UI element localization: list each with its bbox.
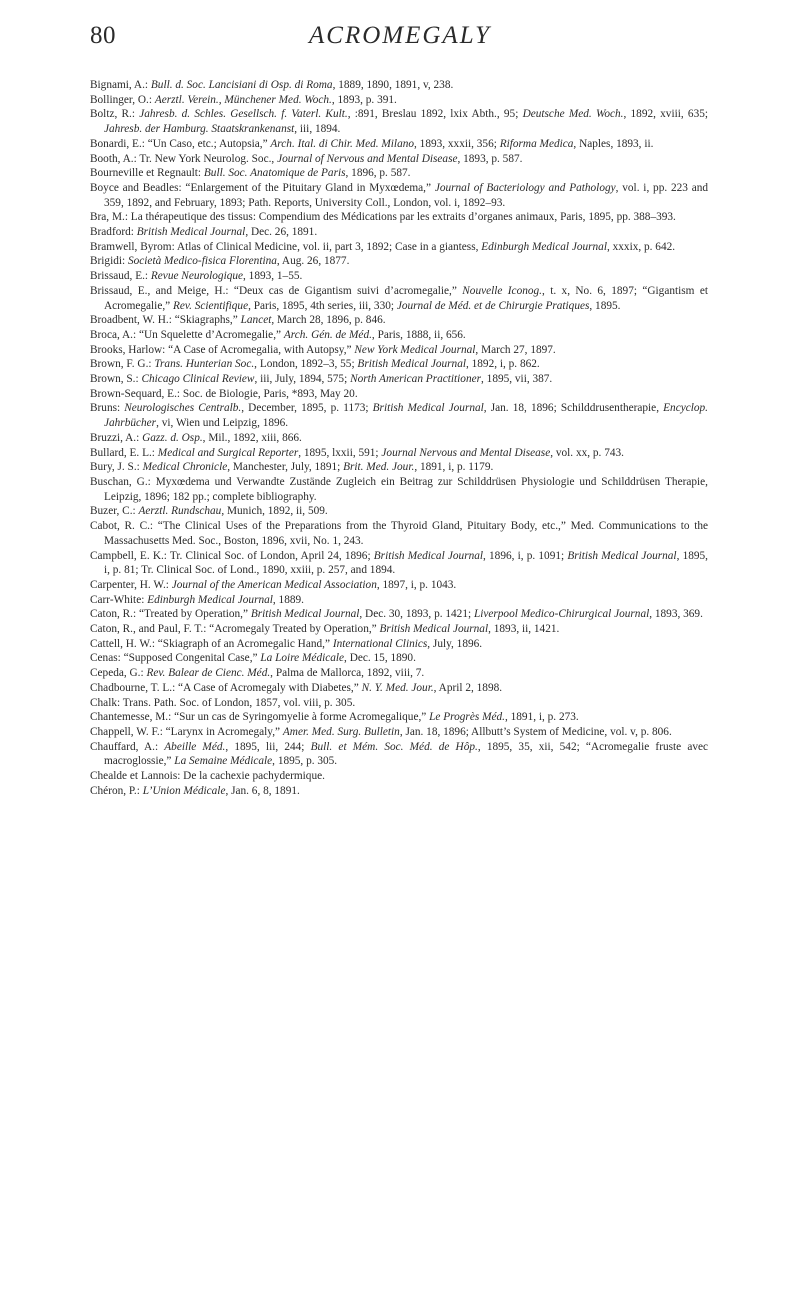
reference-entry: Booth, A.: Tr. New York Neurolog. Soc., Journal of Nervous and Mental Disease, 1893, p. 587. [90,152,523,165]
reference-entry: Brooks, Harlow: “A Case of Acromegalia, with Autopsy,” New York Medical Journal, March 27, 1897. [90,343,556,356]
reference-entry: Bra, M.: La thérapeutique des tissus: Compendium des Médications par les extraits d’organes animaux, Paris, 1895, pp. 388–393. [90,211,676,224]
reference-entry: Brigidi: Società Medico-fisica Florentina, Aug. 26, 1877. [90,255,350,268]
reference-entry: Bury, J. S.: Medical Chronicle, Manchester, July, 1891; Brit. Med. Jour., 1891, i, p. 1179. [90,461,494,474]
reference-entry: Bollinger, O.: Aerztl. Verein., Münchener Med. Woch., 1893, p. 391. [90,93,397,106]
reference-entry: Bignami, A.: Bull. d. Soc. Lancisiani di Osp. di Roma, 1889, 1890, 1891, v, 238. [90,79,454,91]
reference-entry: Brown, S.: Chicago Clinical Review, iii, July, 1894, 575; North American Practitioner, 1895, vii, 387. [90,373,553,386]
reference-entry: Cabot, R. C.: “The Clinical Uses of the Preparations from the Thyroid Gland, Pituitary Body, etc.,” Med. Communications to the Massachusetts Med. Soc., Boston, 1896, xvii, No. 1, 243. [90,520,708,547]
running-title: ACROMEGALY [309,22,491,49]
reference-entry: Broca, A.: “Un Squelette d’Acromegalie,” Arch. Gén. de Méd., Paris, 1888, ii, 656. [90,328,466,341]
reference-entry: Chappell, W. F.: “Larynx in Acromegaly,” Amer. Med. Surg. Bulletin, Jan. 18, 1896; Allbutt’s System of Medicine, vol. v, p. 806. [90,725,672,738]
reference-entry: Caton, R., and Paul, F. T.: “Acromegaly Treated by Operation,” British Medical Journal, 1893, ii, 1421. [90,623,560,636]
reference-entry: Campbell, E. K.: Tr. Clinical Soc. of London, April 24, 1896; British Medical Journal, 1896, i, p. 1091; British Medical Journal, 1895, i, p. 81; Tr. Clinical Soc. of Lond., 1890, xxiii, p. 257, and 1894. [90,549,708,577]
reference-entry: Chealde et Lannois: De la cachexie pachydermique. [90,770,325,783]
reference-entry: Brissaud, E., and Meige, H.: “Deux cas de Gigantism suivi d’acromegalie,” Nouvelle Iconog., t. x, No. 6, 1897; “Gigantism et Acromegalie,” Rev. Scientifique, Paris, 1895, 4th series, iii, 330; Journal de Méd. et de Chirurgie Pratiques, 1895. [90,284,708,312]
reference-entry: Cenas: “Supposed Congenital Case,” La Loire Médicale, Dec. 15, 1890. [90,652,416,665]
reference-entry: Bonardi, E.: “Un Caso, etc.; Autopsia,” Arch. Ital. di Chir. Med. Milano, 1893, xxxii, 356; Riforma Medica, Naples, 1893, ii. [90,137,654,150]
bibliography-list [90,78,708,798]
reference-entry: Bramwell, Byrom: Atlas of Clinical Medicine, vol. ii, part 3, 1892; Case in a giantess, Edinburgh Medical Journal, xxxix, p. 642. [90,240,676,253]
reference-entry: Brown, F. G.: Trans. Hunterian Soc., London, 1892–3, 55; British Medical Journal, 1892, i, p. 862. [90,358,540,371]
reference-entry: Chéron, P.: L’Union Médicale, Jan. 6, 8, 1891. [90,784,300,797]
reference-entry: Bullard, E. L.: Medical and Surgical Reporter, 1895, lxxii, 591; Journal Nervous and Mental Disease, vol. xx, p. 743. [90,446,624,459]
reference-entry: Boltz, R.: Jahresb. d. Schles. Gesellsch. f. Vaterl. Kult., :891, Breslau 1892, lxix Abth., 95; Deutsche Med. Woch., 1892, xviii, 635; Jahresb. der Hamburg. Staatskrankenanst, iii, 1894. [90,108,708,136]
reference-entry: Bruns: Neurologisches Centralb., December, 1895, p. 1173; British Medical Journal, Jan. 18, 1896; Schilddrusentherapie, Encyclop. Jahrbücher, vi, Wien und Leipzig, 1896. [90,402,709,430]
reference-entry: Chauffard, A.: Abeille Méd., 1895, lii, 244; Bull. et Mém. Soc. Méd. de Hôp., 1895, 35, xii, 542; “Acromegalie fruste avec macroglossie,” La Semaine Médicale, 1895, p. 305. [90,740,709,768]
reference-entry: Buzer, C.: Aerztl. Rundschau, Munich, 1892, ii, 509. [90,505,328,518]
reference-entry: Brissaud, E.: Revue Neurologique, 1893, 1–55. [90,270,303,283]
reference-entry: Brown-Sequard, E.: Soc. de Biologie, Paris, *893, May 20. [90,387,358,400]
reference-entry: Cattell, H. W.: “Skiagraph of an Acromegalic Hand,” International Clinics, July, 1896. [90,637,483,650]
reference-entry: Carr-White: Edinburgh Medical Journal, 1889. [90,593,304,606]
reference-entry: Chalk: Trans. Path. Soc. of London, 1857, vol. viii, p. 305. [90,696,356,709]
reference-entry: Boyce and Beadles: “Enlargement of the Pituitary Gland in Myxœdema,” Journal of Bacteriology and Pathology, vol. i, pp. 223 and 359, 1892, and February, 1893; Path. Reports, University Coll., London, vol. i, 1892–93. [90,181,709,209]
reference-entry: Buschan, G.: Myxœdema und Verwandte Zustände Zugleich ein Beitrag zur Schilddrüsen Physiologie und Schilddrüsen Therapie, Leipzig, 1896; 182 pp.; complete bibliography. [90,475,708,503]
reference-entry: Cepeda, G.: Rev. Balear de Cienc. Méd., Palma de Mallorca, 1892, viii, 7. [90,667,425,680]
reference-entry: Chadbourne, T. L.: “A Case of Acromegaly with Diabetes,” N. Y. Med. Jour., April 2, 1898. [90,681,503,694]
reference-entry: Bradford: British Medical Journal, Dec. 26, 1891. [90,226,318,239]
reference-entry: Caton, R.: “Treated by Operation,” British Medical Journal, Dec. 30, 1893, p. 1421; Liverpool Medico-Chirurgical Journal, 1893, 369. [90,608,703,621]
reference-entry: Bruzzi, A.: Gazz. d. Osp., Mil., 1892, xiii, 866. [90,431,302,444]
reference-entry: Broadbent, W. H.: “Skiagraphs,” Lancet, March 28, 1896, p. 846. [90,314,386,327]
reference-entry: Chantemesse, M.: “Sur un cas de Syringomyelie à forme Acromegalique,” Le Progrès Méd., 1891, i, p. 273. [90,711,579,724]
page-number: 80 [90,22,116,49]
reference-entry: Carpenter, H. W.: Journal of the American Medical Association, 1897, i, p. 1043. [90,578,457,591]
reference-entry: Bourneville et Regnault: Bull. Soc. Anatomique de Paris, 1896, p. 587. [90,167,411,180]
page-header [90,18,710,54]
